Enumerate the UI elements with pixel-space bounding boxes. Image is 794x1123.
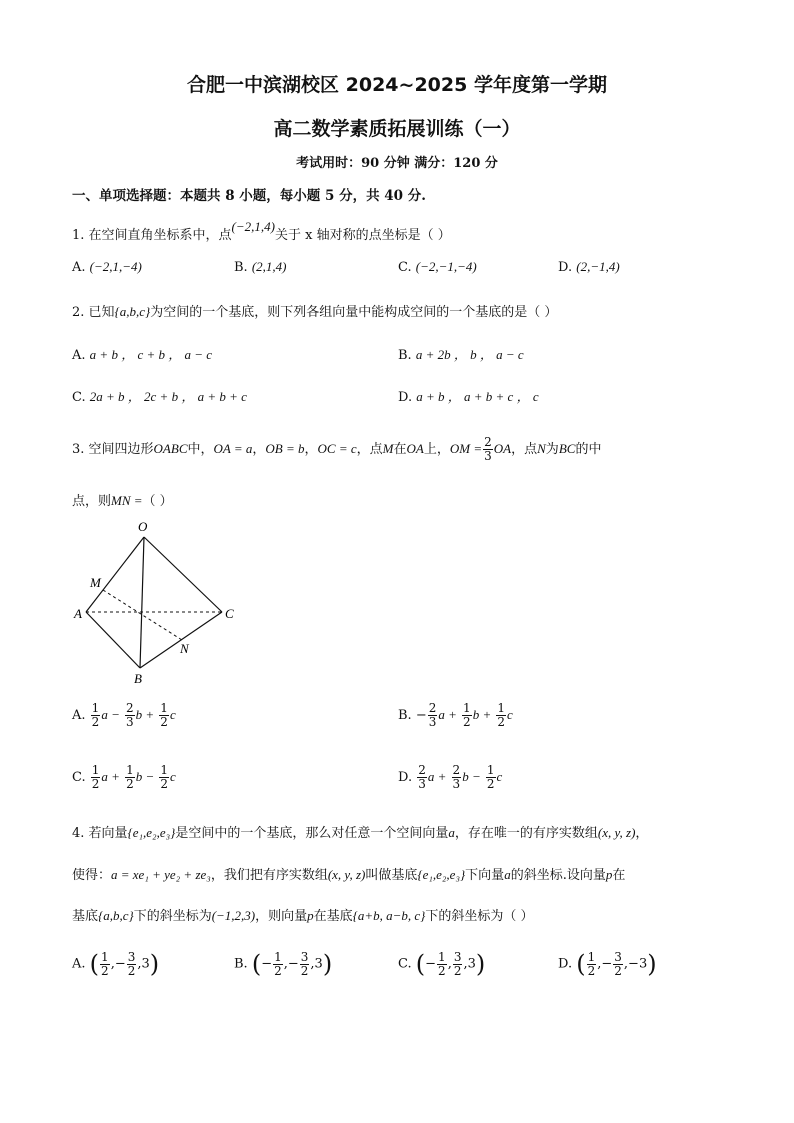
q2-option-d[interactable]: D. a + b ， a + b + c ， c: [398, 389, 539, 405]
label-o: O: [138, 519, 148, 534]
label-m: M: [90, 575, 101, 590]
q2-option-a[interactable]: A. a + b ， c + b ， a − c: [72, 347, 213, 363]
question-4-line1: 4. 若向量{e₁,e₂,e₃}是空间中的一个基底，那么对任意一个空间向量a，存在唯一的有序实数组(x, y, z)，: [72, 825, 649, 841]
question-3-stem-line2: 点，则MN =（ ）: [72, 493, 173, 509]
q3-option-a[interactable]: A. $\frac{1}{2}$ a − $\frac{2}{3}$ b + $\frac{1}{2}$ c: [72, 701, 176, 729]
q3-option-b[interactable]: B. − $\frac{2}{3}$ a + $\frac{1}{2}$ b + $\frac{1}{2}$ c: [398, 701, 513, 729]
section-heading: 一、单项选择题：本题共 8 小题，每小题 5 分，共 40 分.: [72, 188, 426, 204]
q1-option-d[interactable]: D. (2,−1,4): [558, 259, 620, 275]
q1-option-a[interactable]: A. (−2,1,−4): [72, 259, 142, 275]
label-c: C: [225, 606, 234, 621]
q1-point: (−2,1,4): [231, 219, 275, 234]
question-4-line2: 使得：a = xe₁ + ye₂ + ze₃，我们把有序实数组(x, y, z)叫做基底{e₁,e₂,e₃}下向量a的斜坐标.设向量p在: [72, 867, 626, 883]
q2-option-b[interactable]: B. a + 2b ， b ， a − c: [398, 347, 524, 363]
question-1-stem: 1. 在空间直角坐标系中，点(−2,1,4)关于 x 轴对称的点坐标是（ ）: [72, 219, 451, 243]
q4-option-d[interactable]: D. ( $\frac{1}{2}$ ,− $\frac{3}{2}$ ,−3): [558, 949, 657, 978]
exam-info: 考试用时：90 分钟 满分：120 分: [296, 156, 498, 171]
title-line-1: 合肥一中滨湖校区 2024~2025 学年度第一学期: [187, 74, 607, 96]
question-4-line3: 基底{a,b,c}下的斜坐标为(−1,2,3)，则向量p在基底{a+b, a−b, c}下的斜坐标为（ ）: [72, 908, 534, 924]
q2-basis: {a,b,c}: [114, 304, 151, 319]
label-b: B: [134, 671, 142, 686]
question-2-stem: 2. 已知{a,b,c}为空间的一个基底，则下列各组向量中能构成空间的一个基底的是（ ）: [72, 304, 558, 320]
q3-option-d[interactable]: D. $\frac{2}{3}$ a + $\frac{2}{3}$ b − $\frac{1}{2}$ c: [398, 763, 503, 791]
title-line-2: 高二数学素质拓展训练（一）: [273, 118, 521, 140]
label-a: A: [74, 606, 82, 621]
q3-option-c[interactable]: C. $\frac{1}{2}$ a + $\frac{1}{2}$ b − $\frac{1}{2}$ c: [72, 763, 176, 791]
q1-option-c[interactable]: C. (−2,−1,−4): [398, 259, 477, 275]
q2-option-c[interactable]: C. 2a + b ， 2c + b ， a + b + c: [72, 389, 247, 405]
question-3-stem: 3. 空间四边形OABC中，OA = a，OB = b，OC = c，点M在OA上，OM = $\frac{2}{3}$ OA，点N为BC的中: [72, 435, 602, 463]
tetrahedron-figure: [72, 515, 242, 687]
q4-option-a[interactable]: A. ( $\frac{1}{2}$ ,− $\frac{3}{2}$ ,3): [72, 949, 160, 978]
edge-ob: [140, 537, 144, 668]
q4-option-b[interactable]: B. (− $\frac{1}{2}$ ,− $\frac{3}{2}$ ,3): [234, 949, 333, 978]
edge-oc: [144, 537, 222, 612]
q1-option-b[interactable]: B. (2,1,4): [234, 259, 287, 275]
label-n: N: [180, 641, 189, 656]
edge-ab: [86, 612, 140, 668]
q4-option-c[interactable]: C. (− $\frac{1}{2}$ , $\frac{3}{2}$ ,3): [398, 949, 486, 978]
edge-bc: [140, 612, 222, 668]
